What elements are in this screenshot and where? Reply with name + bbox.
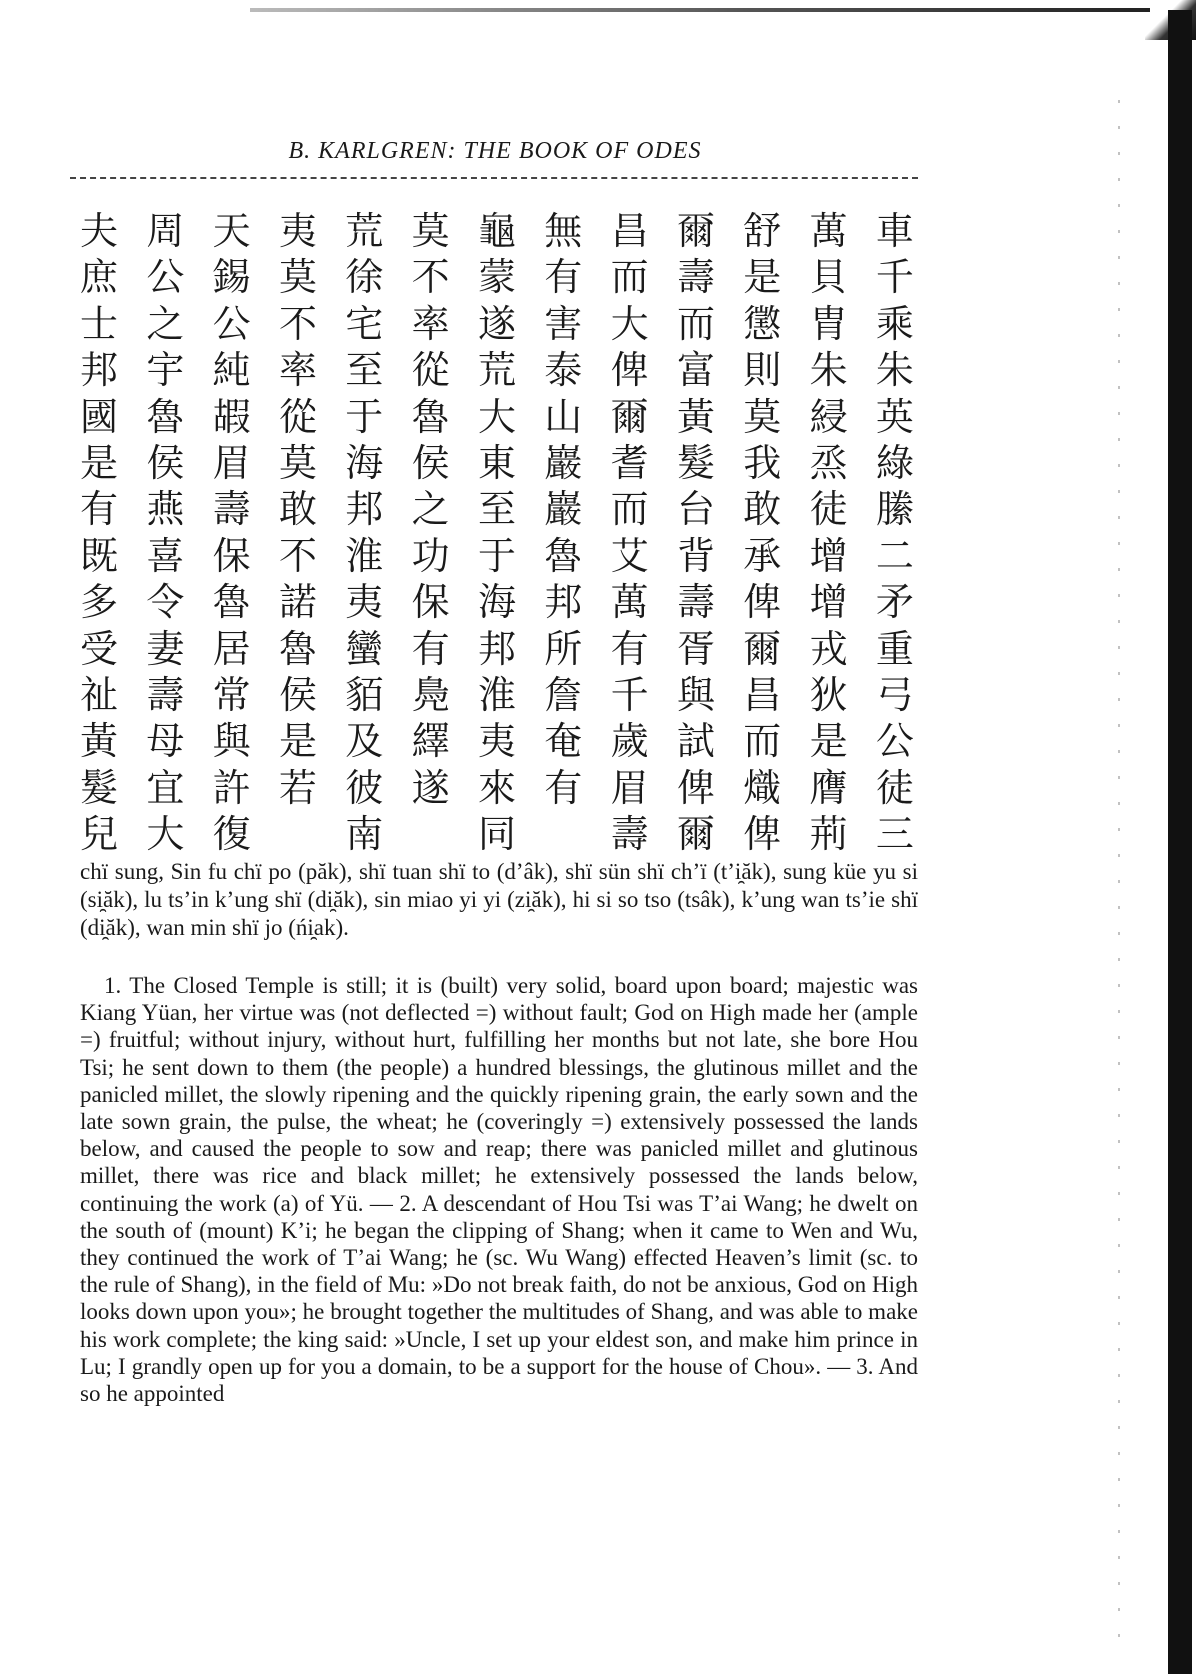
scan-edge-right xyxy=(1168,10,1192,1674)
pinyin-paragraph: chï sung, Sin fu chï po (păk), shï tuan shï to (d’âk), shï sün shï ch’ï (t’i̯ăk), sung küe yu si (si̯ăk), lu ts’in k’ung shï (di̯ăk), sin miao yi yi (zi̯ăk), hi si so tso (tsâk), k’ung wan ts’ie shï (di̯ăk), wan min shï jo (ńi̯ak). xyxy=(80,859,918,940)
chinese-column: 舒 是 懲 則 莫 我 敢 承 俾 爾 昌 而 熾 俾 xyxy=(743,209,782,857)
chinese-column: 莫 不 率 從 魯 侯 之 功 保 有 鳧 繹 遂 xyxy=(411,209,450,810)
chinese-column: 荒 徐 宅 至 于 海 邦 淮 夷 蠻 貊 及 彼 南 xyxy=(345,209,384,857)
translation-paragraph: 1. The Closed Temple is still; it is (built) very solid, board upon board; majestic was Kiang Yüan, her virtue was (not deflected =) without fault; God on High made her (ample =) fruitful; without injury, without hurt, fulfilling her months but not late, she bore Hou Tsi; he sent down to them (the people) a hundred blessings, the glutinous millet and the panicled millet, the slowly ripening and the quickly ripening grain, the early sown and the late sown grain, the pulse, the wheat; he (coveringly =) extensively possessed the lands below, and caused the people to sow and reap; there was panicled millet and glutinous millet, there was rice and black millet; he extensively possessed the lands below, continuing the work (a) of Yü. — 2. A descendant of Hou Tsi was T’ai Wang; he dwelt on the south of (mount) K’i; he began the clipping of Shang; when it came to Wen and Wu, they continued the work of T’ai Wang; he (sc. Wu Wang) effected Heaven’s limit (sc. to the rule of Shang), in the field of Mu: »Do not break faith, do not be anxious, God on High looks down upon you»; he brought together the multitudes of Shang, and was able to make his work complete; the king said: »Uncle, I set up your eldest son, and make him prince in Lu; I grandly open up for you a domain, to be a support for the house of Chou». — 3. And so he appointed xyxy=(80,973,918,1407)
chinese-column: 爾 壽 而 富 黃 髮 台 背 壽 胥 與 試 俾 爾 xyxy=(676,209,715,857)
chinese-text-block xyxy=(77,208,917,868)
scan-edge-top xyxy=(250,8,1150,12)
chinese-column: 無 有 害 泰 山 巖 巖 魯 邦 所 詹 奄 有 xyxy=(544,209,583,810)
chinese-column: 萬 貝 胄 朱 綅 烝 徒 增 增 戎 狄 是 膺 荊 xyxy=(809,209,848,857)
chinese-column: 龜 蒙 遂 荒 大 東 至 于 海 邦 淮 夷 來 同 xyxy=(477,209,516,857)
scan-margin-marks xyxy=(1118,100,1120,1660)
chinese-column: 周 公 之 宇 魯 侯 燕 喜 令 妻 壽 母 宜 大 xyxy=(146,209,185,857)
running-header: B. KARLGREN: THE BOOK OF ODES xyxy=(288,138,702,164)
chinese-column: 夫 庶 士 邦 國 是 有 既 多 受 祉 黃 髮 兒 xyxy=(79,209,118,857)
chinese-column: 昌 而 大 俾 爾 耆 而 艾 萬 有 千 歲 眉 壽 xyxy=(610,209,649,857)
header-rule xyxy=(70,177,918,179)
chinese-column: 車 千 乘 朱 英 綠 縢 二 矛 重 弓 公 徒 三 xyxy=(875,209,914,857)
chinese-column: 夷 莫 不 率 從 莫 敢 不 諾 魯 侯 是 若 xyxy=(278,209,317,810)
chinese-column: 天 錫 公 純 嘏 眉 壽 保 魯 居 常 與 許 復 xyxy=(212,209,251,857)
